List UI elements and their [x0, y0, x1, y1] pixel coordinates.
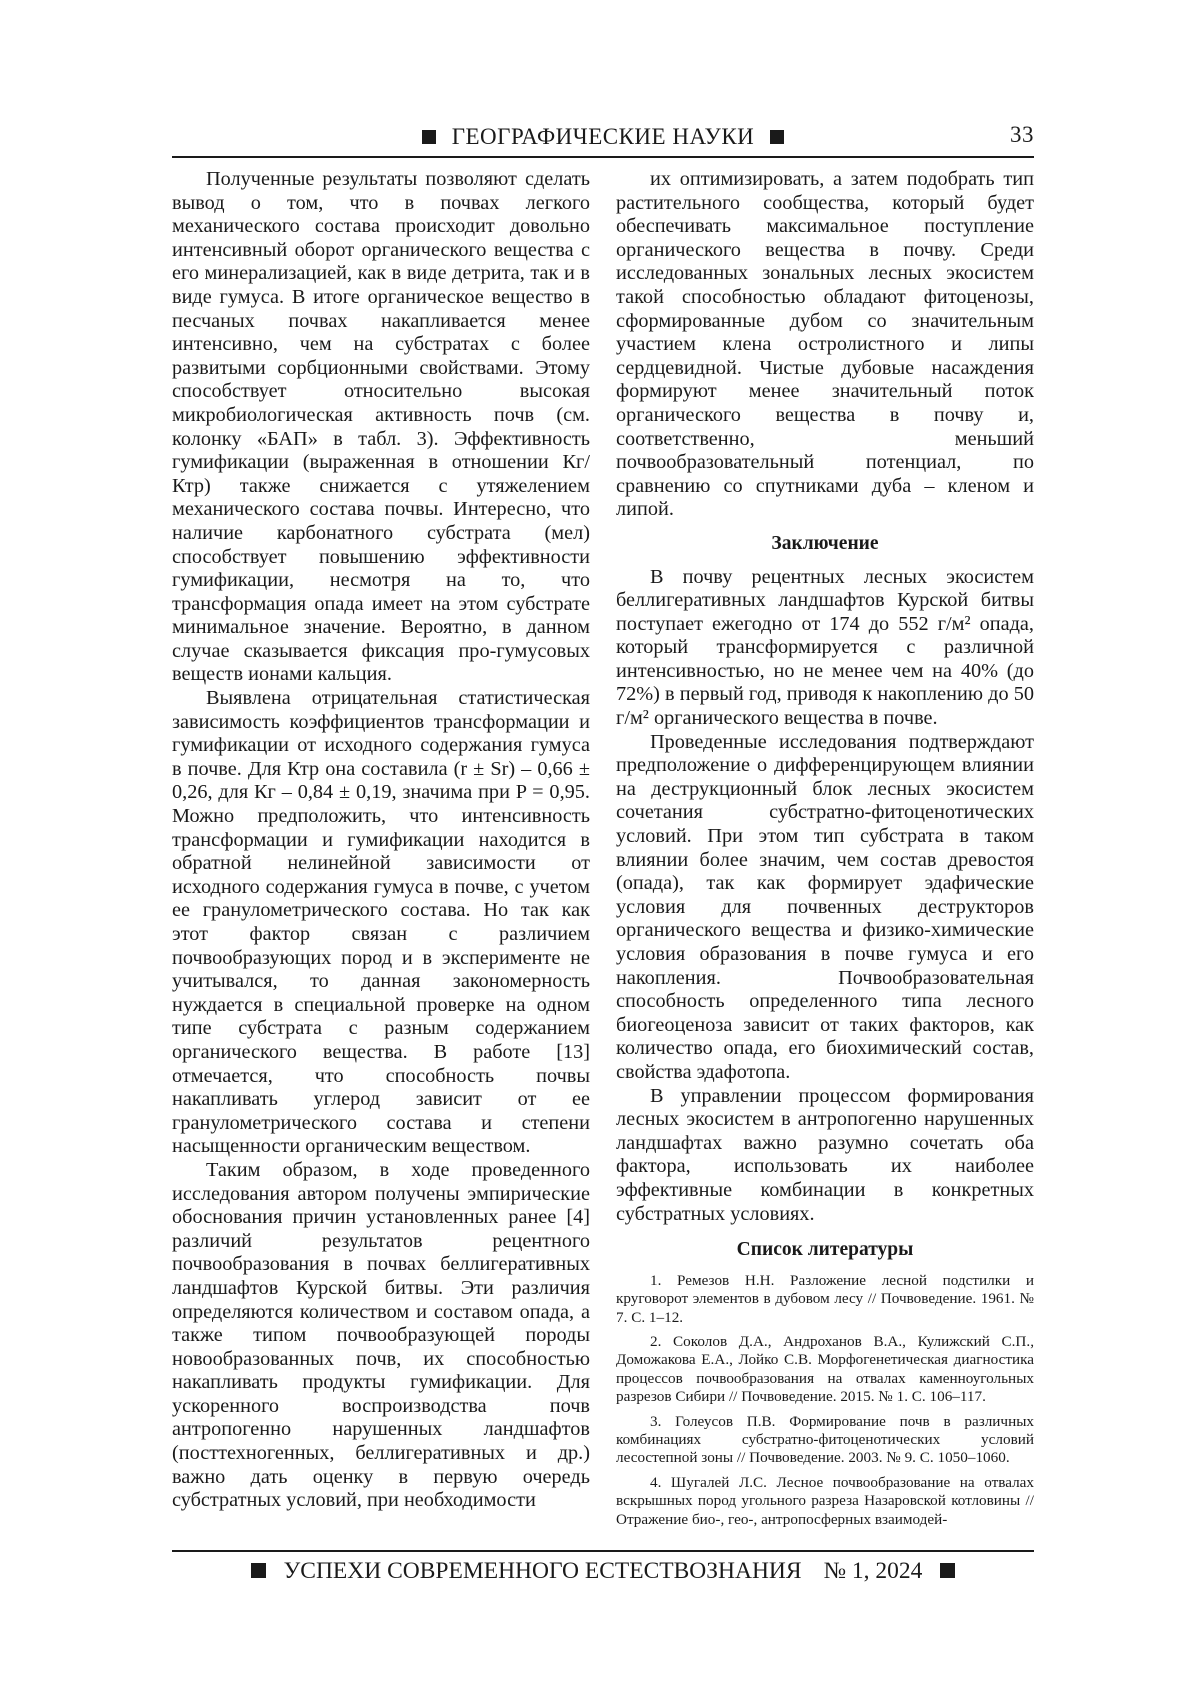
body-paragraph: Выявлена отрицательная статистическая зависимость коэффициентов трансформации и гумификации от исходного содержания гумуса в почве. Для Ктр она составила (r ± Sr) – 0,66 ± 0,26, для Кг – 0,84 ± 0,19, значима при P = 0,95. Можно предположить, что интенсивность трансформации и гумификации находится в обратной нелинейной зависимости от исходного содержания гумуса в почве, с учетом ее гранулометрического состава. Но так как этот фактор связан с различием почвообразующих пород и в эксперименте не учитывался, то данная закономерность нуждается в специальной проверке на одном типе субстрата с разным содержанием органического вещества. В работе [13] отмечается, что способность почвы накапливать углерод зависит от ее гранулометрического состава и степени насыщенности органическим веществом. [172, 687, 590, 1158]
reference-item: 3. Голеусов П.В. Формирование почв в различных комбинациях субстратно-фитоценотических условий лесостепной зоны // Почвоведение. 2003. № 9. С. 1050–1060. [616, 1412, 1034, 1467]
page-number: 33 [1010, 122, 1034, 147]
header-rule [172, 156, 1034, 158]
body-paragraph: Полученные результаты позволяют сделать вывод о том, что в почвах легкого механического состава происходит довольно интенсивный оборот органического вещества с его минерализацией, как в виде детрита, так и в виде гумуса. В итоге органическое вещество в песчаных почвах накапливается менее интенсивно, чем на субстратах с более развитыми сорбционными свойствами. Этому способствует относительно высокая микробиологическая активность почв (см. колонку «БАП» в табл. 3). Эффективность гумификации (выраженная в отношении Кг/Ктр) также снижается с утяжелением механического состава почвы. Интересно, что наличие карбонатного субстрата (мел) способствует повышению эффективности гумификации, несмотря на то, что трансформация опада имеет на этом субстрате минимальное значение. Вероятно, в данном случае сказывается фиксация про-гумусовых веществ ионами кальция. [172, 168, 590, 686]
reference-item: 4. Шугалей Л.С. Лесное почвообразование на отвалах вскрышных пород угольного разреза Назаровской котловины // Отражение био-, гео-, антропосферных взаимодей- [616, 1473, 1034, 1528]
square-bullet-icon [251, 1563, 266, 1578]
running-header [172, 120, 1034, 152]
running-footer [172, 1558, 1034, 1592]
section-header [172, 124, 1034, 150]
left-column [172, 168, 590, 1546]
references-heading: Список литературы [736, 1239, 914, 1261]
reference-item: 2. Соколов Д.А., Андроханов В.А., Кулижский С.П., Доможакова Е.А., Лойко С.В. Морфогенетическая диагностика процессов почвообразования на отвалах каменноугольных разрезов Сибири // Почвоведение. 2015. № 1. С. 106–117. [616, 1332, 1034, 1406]
footer-rule [172, 1550, 1034, 1552]
references-list [616, 1272, 1034, 1529]
body-paragraph: Таким образом, в ходе проведенного исследования автором получены эмпирические обоснования причин установленных ранее [4] различий результатов рецентного почвообразования в почвах беллигеративных ландшафтов Курской битвы. Эти различия определяются количеством и составом опада, а также типом почвообразующей породы новообразованных почв, их способностью накапливать продукты гумификации. Для ускоренного воспроизводства почв антропогенно нарушенных ландшафтов (посттехногенных, беллигеративных и др.) важно дать оценку в первую очередь субстратных условий, при необходимости [172, 1158, 590, 1512]
square-bullet-icon [940, 1563, 955, 1578]
conclusion-heading: Заключение [771, 532, 879, 554]
square-bullet-icon [770, 130, 784, 144]
right-column [616, 168, 1034, 1546]
journal-title: УСПЕХИ СОВРЕМЕННОГО ЕСТЕСТВОЗНАНИЯ [283, 1558, 802, 1584]
body-paragraph: Проведенные исследования подтверждают предположение о дифференцирующем влиянии на деструкционный блок лесных экосистем сочетания субстратно-фитоценотических условий. При этом тип субстрата в таком влиянии более значим, чем состав древостоя (опада), так как формирует эдафические условия для почвенных деструкторов органического вещества и физико-химические условия образования в почве гумуса и его накопления. Почвообразовательная способность определенного типа лесного биогеоценоза зависит от таких факторов, как количество опада, его биохимический состав, свойства эдафотопа. [616, 730, 1034, 1083]
body-paragraph: их оптимизировать, а затем подобрать тип растительного сообщества, который будет обеспечивать максимальное поступление органического вещества в почву. Среди исследованных зональных лесных экосистем такой способностью обладают фитоценозы, сформированные дубом со значительным участием клена остролистного и липы сердцевидной. Чистые дубовые насаждения формируют менее значительный поток органического вещества в почву и, соответственно, меньший почвообразовательный потенциал, по сравнению со спутниками дуба – кленом и липой. [616, 168, 1034, 521]
issue-number: № 1, 2024 [823, 1558, 923, 1584]
section-title: ГЕОГРАФИЧЕСКИЕ НАУКИ [451, 124, 755, 149]
body-paragraph: В управлении процессом формирования лесных экосистем в антропогенно нарушенных ландшафтах важно разумно сочетать оба фактора, использовать их наиболее эффективные комбинации в конкретных субстратных условиях. [616, 1084, 1034, 1225]
reference-item: 1. Ремезов Н.Н. Разложение лесной подстилки и круговорот элементов в дубовом лесу // Почвоведение. 1961. № 7. С. 1–12. [616, 1271, 1034, 1326]
body-paragraph: В почву рецентных лесных экосистем беллигеративных ландшафтов Курской битвы поступает ежегодно от 174 до 552 г/м² опада, который трансформируется с различной интенсивностью, но не менее чем на 40% (до 72%) в первый год, приводя к накоплению до 50 г/м² органического вещества в почве. [616, 565, 1034, 730]
square-bullet-icon [422, 130, 436, 144]
